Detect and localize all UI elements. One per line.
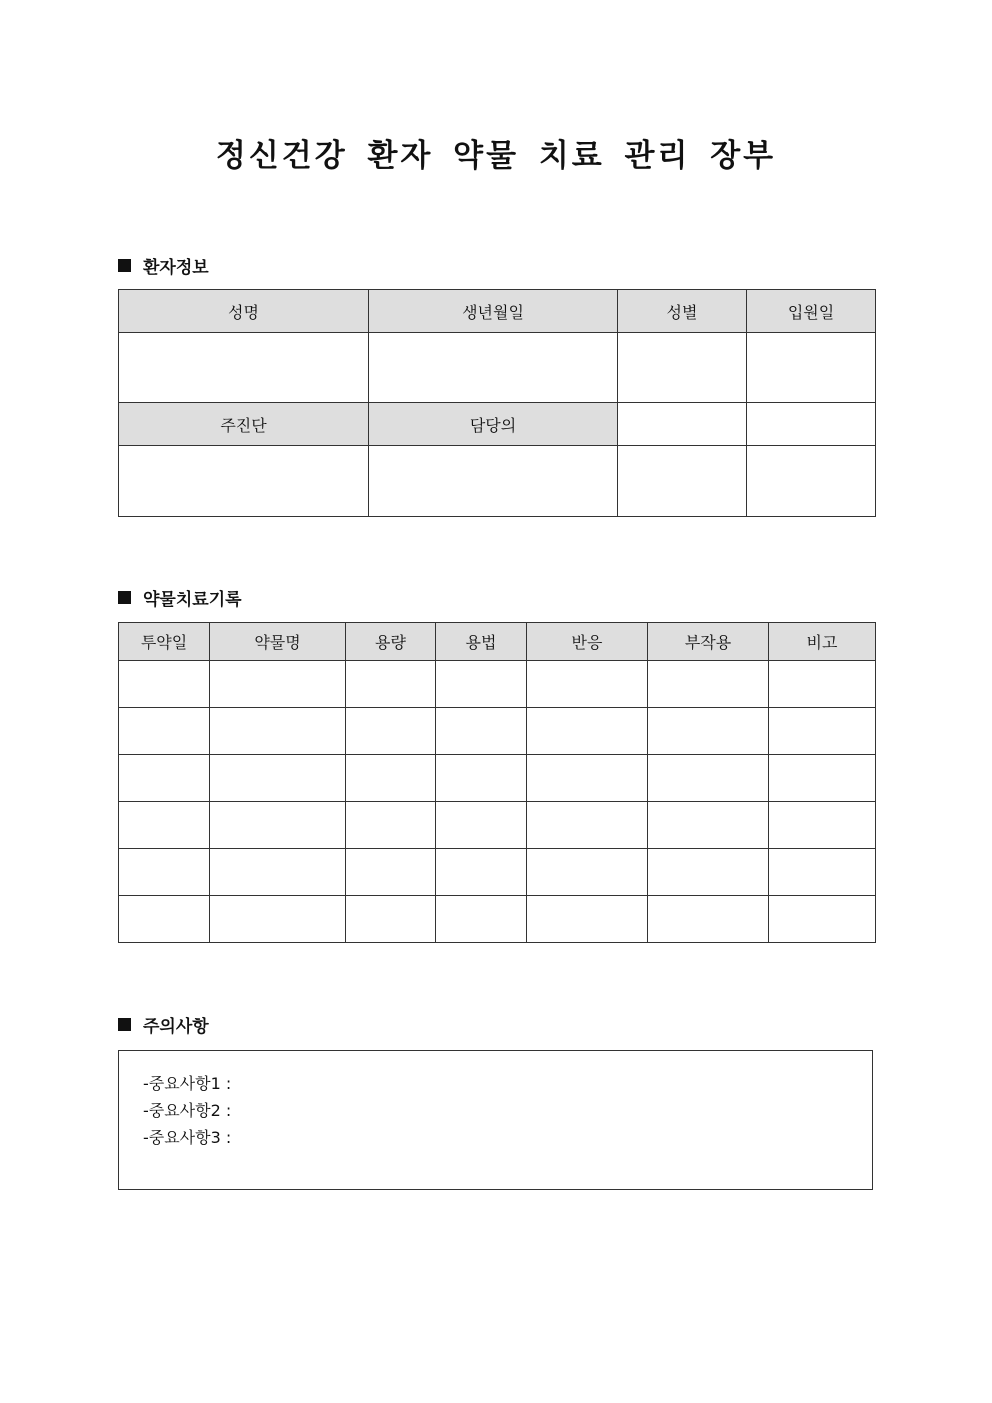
table-cell[interactable] bbox=[436, 802, 527, 849]
table-cell[interactable] bbox=[527, 755, 648, 802]
name-value-cell[interactable] bbox=[119, 333, 369, 403]
table-cell[interactable] bbox=[436, 849, 527, 896]
table-cell[interactable] bbox=[346, 849, 436, 896]
treatment-record-table bbox=[118, 622, 876, 943]
table-row bbox=[119, 661, 876, 708]
table-cell[interactable] bbox=[210, 849, 346, 896]
table-cell[interactable] bbox=[648, 755, 769, 802]
birthdate-header: 생년월일 bbox=[369, 290, 618, 333]
empty-cell[interactable] bbox=[618, 446, 747, 517]
main-diagnosis-value-cell[interactable] bbox=[119, 446, 369, 517]
table-cell[interactable] bbox=[346, 802, 436, 849]
table-cell[interactable] bbox=[119, 849, 210, 896]
table-cell[interactable] bbox=[648, 849, 769, 896]
main-diagnosis-header: 주진단 bbox=[119, 403, 369, 446]
empty-cell[interactable] bbox=[618, 403, 747, 446]
notes-heading-label: 주의사항 bbox=[143, 1016, 209, 1037]
table-cell[interactable] bbox=[210, 802, 346, 849]
table-cell[interactable] bbox=[210, 661, 346, 708]
admission-date-value-cell[interactable] bbox=[747, 333, 876, 403]
patient-info-value-row-2 bbox=[119, 446, 876, 517]
table-cell[interactable] bbox=[346, 708, 436, 755]
table-row bbox=[119, 708, 876, 755]
table-row bbox=[119, 896, 876, 943]
table-cell[interactable] bbox=[769, 661, 876, 708]
notes-box[interactable] bbox=[118, 1050, 873, 1190]
table-cell[interactable] bbox=[346, 755, 436, 802]
patient-info-value-row bbox=[119, 333, 876, 403]
table-cell[interactable] bbox=[769, 849, 876, 896]
table-cell[interactable] bbox=[527, 896, 648, 943]
table-row bbox=[119, 849, 876, 896]
remarks-header: 비고 bbox=[769, 623, 876, 661]
gender-header: 성별 bbox=[618, 290, 747, 333]
table-cell[interactable] bbox=[769, 802, 876, 849]
response-header: 반응 bbox=[527, 623, 648, 661]
table-cell[interactable] bbox=[527, 661, 648, 708]
table-cell[interactable] bbox=[436, 661, 527, 708]
table-cell[interactable] bbox=[210, 896, 346, 943]
table-cell[interactable] bbox=[648, 802, 769, 849]
square-bullet-icon bbox=[118, 259, 131, 272]
gender-value-cell[interactable] bbox=[618, 333, 747, 403]
table-cell[interactable] bbox=[119, 896, 210, 943]
patient-info-heading-label: 환자정보 bbox=[143, 257, 209, 278]
attending-doctor-value-cell[interactable] bbox=[369, 446, 618, 517]
empty-cell[interactable] bbox=[747, 446, 876, 517]
page-title: 정신건강 환자 약물 치료 관리 장부 bbox=[215, 138, 777, 174]
patient-info-header-row-2 bbox=[119, 403, 876, 446]
note-item-2: -중요사항2 : bbox=[143, 1101, 232, 1120]
table-row bbox=[119, 755, 876, 802]
note-item-1: -중요사항1 : bbox=[143, 1074, 232, 1093]
dosing-date-header: 투약일 bbox=[119, 623, 210, 661]
table-cell[interactable] bbox=[436, 896, 527, 943]
notes-heading bbox=[118, 1012, 209, 1036]
treatment-record-heading-label: 약물치료기록 bbox=[143, 589, 242, 610]
table-cell[interactable] bbox=[648, 661, 769, 708]
table-cell[interactable] bbox=[769, 708, 876, 755]
table-cell[interactable] bbox=[119, 755, 210, 802]
table-cell[interactable] bbox=[769, 755, 876, 802]
table-cell[interactable] bbox=[436, 708, 527, 755]
patient-info-header-row bbox=[119, 290, 876, 333]
table-cell[interactable] bbox=[648, 896, 769, 943]
table-cell[interactable] bbox=[527, 802, 648, 849]
square-bullet-icon bbox=[118, 1018, 131, 1031]
square-bullet-icon bbox=[118, 591, 131, 604]
drug-name-header: 약물명 bbox=[210, 623, 346, 661]
name-header: 성명 bbox=[119, 290, 369, 333]
usage-header: 용법 bbox=[436, 623, 527, 661]
attending-doctor-header: 담당의 bbox=[369, 403, 618, 446]
patient-info-heading bbox=[118, 253, 209, 277]
table-cell[interactable] bbox=[648, 708, 769, 755]
table-cell[interactable] bbox=[527, 708, 648, 755]
table-cell[interactable] bbox=[210, 708, 346, 755]
side-effect-header: 부작용 bbox=[648, 623, 769, 661]
note-item-3: -중요사항3 : bbox=[143, 1128, 232, 1147]
table-cell[interactable] bbox=[769, 896, 876, 943]
table-cell[interactable] bbox=[119, 708, 210, 755]
table-cell[interactable] bbox=[527, 849, 648, 896]
dosage-header: 용량 bbox=[346, 623, 436, 661]
treatment-header-row bbox=[119, 623, 876, 661]
table-cell[interactable] bbox=[346, 661, 436, 708]
table-row bbox=[119, 802, 876, 849]
table-cell[interactable] bbox=[210, 755, 346, 802]
table-cell[interactable] bbox=[346, 896, 436, 943]
table-cell[interactable] bbox=[119, 661, 210, 708]
table-cell[interactable] bbox=[436, 755, 527, 802]
treatment-record-heading bbox=[118, 585, 242, 609]
admission-date-header: 입원일 bbox=[747, 290, 876, 333]
empty-cell[interactable] bbox=[747, 403, 876, 446]
patient-info-table bbox=[118, 289, 876, 517]
table-cell[interactable] bbox=[119, 802, 210, 849]
birthdate-value-cell[interactable] bbox=[369, 333, 618, 403]
